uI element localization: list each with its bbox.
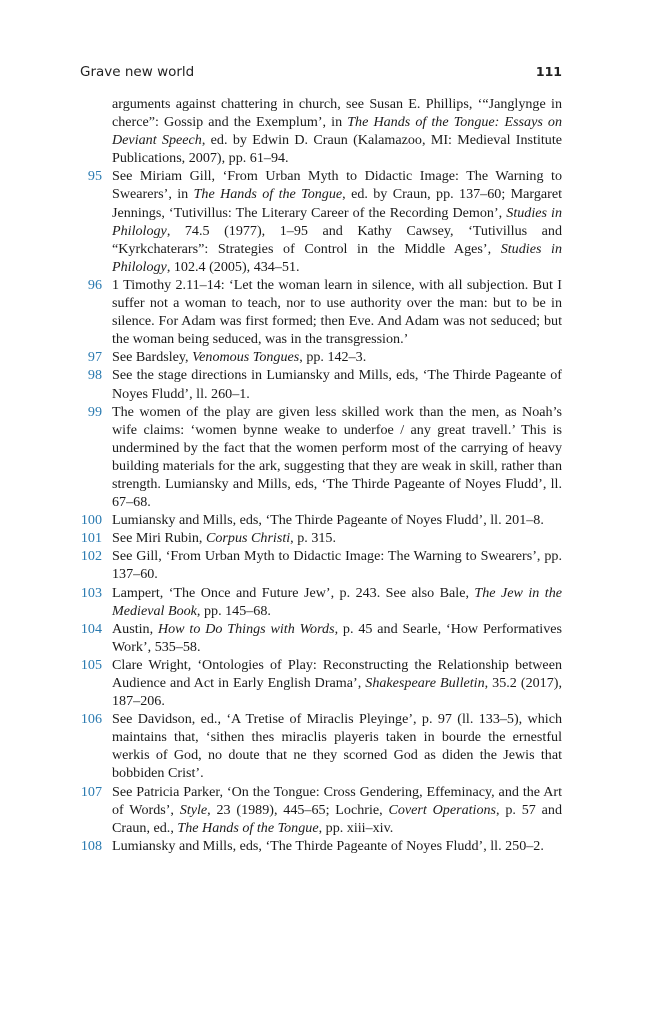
text-run: See Miri Rubin, <box>112 530 206 547</box>
italic-title: Covert Operations <box>388 801 497 818</box>
note-text <box>112 530 336 546</box>
italic-title: Style <box>179 801 208 818</box>
note-text <box>112 621 562 655</box>
note-number[interactable]: 99 <box>87 403 102 420</box>
running-header <box>80 64 562 86</box>
text-run: , pp. xiii–xiv. <box>318 819 394 836</box>
text-run: See Patricia Parker, ‘On the Tongue: Cross Gendering, Effeminacy, and the Art of Words’, <box>112 783 562 818</box>
text-run: Lampert, ‘The Once and Future Jew’, p. 243. See also Bale, <box>112 584 475 601</box>
text-run: Clare Wright, ‘Ontologies of Play: Reconstructing the Relationship between Audience and Act in Early English Drama’, <box>112 656 562 691</box>
italic-title: The Jew in the Medieval Book <box>112 584 562 619</box>
endnote-99 <box>80 403 562 512</box>
endnotes-list <box>80 95 562 855</box>
endnote-108 <box>80 837 562 855</box>
italic-title: Studies in Philology <box>112 240 562 275</box>
text-run: See Miriam Gill, ‘From Urban Myth to Didactic Image: The Warning to Swearers’, in <box>112 168 562 203</box>
text-run: , 35.2 (2017), 187–206. <box>112 675 562 710</box>
note-number[interactable]: 103 <box>80 584 102 601</box>
italic-title: Shakespeare Bulletin <box>365 675 485 691</box>
italic-title: The Hands of the Tongue <box>177 819 319 836</box>
text-run: , pp. 145–68. <box>196 602 271 619</box>
note-number[interactable]: 100 <box>80 512 102 529</box>
note-number[interactable]: 104 <box>80 620 102 637</box>
endnote-95 <box>80 167 562 276</box>
italic-title: How to Do Things with Words <box>157 620 335 637</box>
endnote-97 <box>80 348 562 366</box>
text-run: , ed. by Craun, pp. 137–60; Margaret Jennings, ‘Tutivillus: The Literary Career of the Recording Demon’, <box>112 186 562 221</box>
note-text <box>112 784 562 836</box>
italic-title: Corpus Christi <box>205 530 291 547</box>
endnote-continuation <box>80 95 562 167</box>
note-text <box>112 838 544 854</box>
text-run: See the stage directions in Lumiansky and Mills, eds, ‘The Thirde Pageante of Noyes Fludd’, ll. 260–1. <box>112 367 562 402</box>
text-run: , p. 57 and Craun, ed., <box>112 801 562 836</box>
text-run: , 102.4 (2005), 434–51. <box>166 258 300 275</box>
note-text <box>112 168 562 274</box>
note-number[interactable]: 97 <box>87 349 102 366</box>
note-text <box>112 585 562 619</box>
endnote-105 <box>80 656 562 710</box>
note-number[interactable]: 96 <box>87 276 102 293</box>
endnote-101 <box>80 529 562 547</box>
endnote-104 <box>80 620 562 656</box>
text-run: See Davidson, ed., ‘A Tretise of Miraclis Pleyinge’, p. 97 (ll. 133–5), which maintains that, ‘sithen thes miraclis playeris taken in bourde the ernestful werkis of God, no doute that ne they scorned God as diden the Jewis that bobbiden Crist’. <box>112 711 562 782</box>
note-number[interactable]: 106 <box>80 711 102 728</box>
text-run: See Bardsley, <box>112 349 193 366</box>
running-title: Grave new world <box>80 64 195 80</box>
note-text <box>112 711 562 781</box>
endnote-102 <box>80 547 562 583</box>
note-number[interactable]: 102 <box>80 548 102 565</box>
note-text <box>112 657 562 709</box>
note-text <box>112 277 562 347</box>
italic-title: The Hands of the Tongue <box>193 186 343 203</box>
note-text <box>112 96 562 166</box>
text-run: Lumiansky and Mills, eds, ‘The Thirde Pageante of Noyes Fludd’, ll. 201–8. <box>112 512 544 529</box>
text-run: , 23 (1989), 445–65; Lochrie, <box>207 801 389 818</box>
note-number[interactable]: 107 <box>80 783 102 800</box>
endnote-106 <box>80 710 562 782</box>
note-number[interactable]: 108 <box>80 837 102 854</box>
text-run: , 74.5 (1977), 1–95 and Kathy Cawsey, ‘Tutivillus and “Kyrkchaterars”: Strategies of Control in the Middle Ages’, <box>112 222 562 257</box>
note-number[interactable]: 98 <box>87 367 102 384</box>
text-run: , p. 315. <box>290 530 336 547</box>
note-text <box>112 349 366 365</box>
text-run: , pp. 142–3. <box>299 349 367 366</box>
text-run: arguments against chattering in church, see Susan E. Phillips, ‘“Janglynge in cherce”: Gossip and the Exemplum’, in <box>112 96 562 131</box>
italic-title: Venomous Tongues <box>192 349 300 366</box>
endnote-98 <box>80 366 562 402</box>
page-number: 111 <box>535 64 562 79</box>
note-text <box>112 367 562 401</box>
endnote-96 <box>80 276 562 348</box>
text-run: , p. 45 and Searle, ‘How Performatives Work’, 535–58. <box>112 620 562 655</box>
endnote-103 <box>80 584 562 620</box>
note-number[interactable]: 101 <box>80 530 102 547</box>
text-run: See Gill, ‘From Urban Myth to Didactic Image: The Warning to Swearers’, pp. 137–60. <box>112 548 562 583</box>
note-text <box>112 548 562 582</box>
text-run: The women of the play are given less skilled work than the men, as Noah’s wife claims: ‘women bynne weake to underfoe / any great travell.’ This is undermined by the fact that the women perform most of the carrying of heavy building materials for the ark, suggesting that they are weak in skill, rather than strength. Lumiansky and Mills, eds, ‘The Thirde Pageante of Noyes Fludd’, ll. 67–68. <box>112 403 562 511</box>
note-number[interactable]: 105 <box>80 656 102 673</box>
text-run: Lumiansky and Mills, eds, ‘The Thirde Pageante of Noyes Fludd’, ll. 250–2. <box>112 837 544 854</box>
text-run: Austin, <box>112 620 158 637</box>
endnote-107 <box>80 783 562 837</box>
text-run: 1 Timothy 2.11–14: ‘Let the woman learn in silence, with all subjection. But I suffer not a woman to teach, nor to use authority over the man: but to be in silence. For Adam was first formed; then Eve. And Adam was not seduced; but the woman being seduced, was in the transgression.’ <box>112 276 562 348</box>
text-run: , ed. by Edwin D. Craun (Kalamazoo, MI: Medieval Institute Publications, 2007), pp. 61–94. <box>112 132 562 167</box>
note-text <box>112 404 562 510</box>
italic-title: Studies in Philology <box>112 204 562 239</box>
note-number[interactable]: 95 <box>87 168 102 185</box>
note-text <box>112 512 544 528</box>
endnote-100 <box>80 511 562 529</box>
italic-title: The Hands of the Tongue: Essays on Deviant Speech <box>112 114 563 149</box>
